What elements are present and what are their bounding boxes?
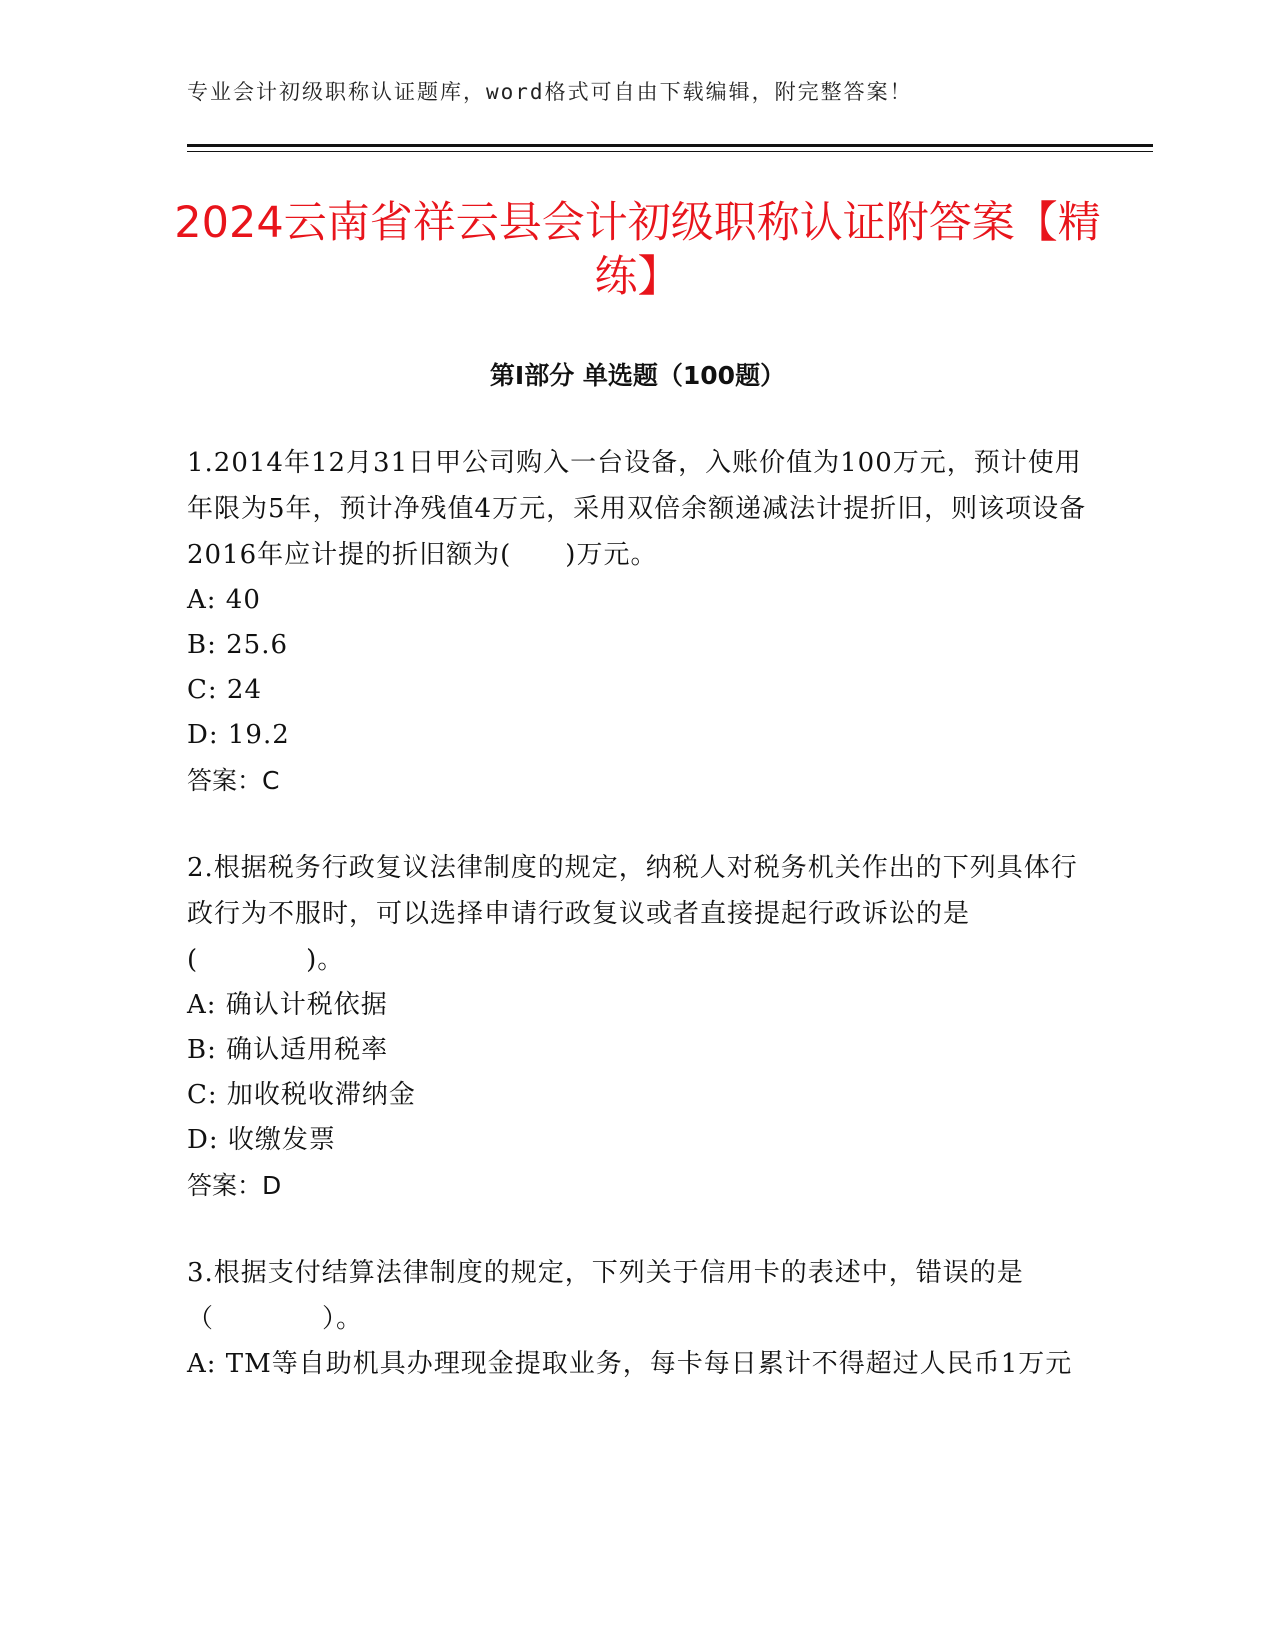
option-b: B: 确认适用税率 [187, 1035, 389, 1065]
section-heading: 第Ⅰ部分 单选题（100题） [489, 361, 786, 390]
option-c: C: 加收税收滞纳金 [187, 1080, 416, 1110]
header-note: 专业会计初级职称认证题库，word格式可自由下载编辑，附完整答案！ [187, 80, 913, 104]
question-2 [187, 845, 1092, 1209]
document-title: 2024云南省祥云县会计初级职称认证附答案【精练】 [174, 198, 1101, 302]
header-rule-thin [187, 151, 1153, 152]
question-text: 1.2014年12月31日甲公司购入一台设备，入账价值为100万元，预计使用年限为5年，预计净残值4万元，采用双倍余额递减法计提折旧，则该项设备2016年应计提的折旧额为( )万元。 [187, 448, 1087, 570]
question-text: 3.根据支付结算法律制度的规定，下列关于信用卡的表述中，错误的是（ ）。 [187, 1258, 1024, 1334]
option-b: B: 25.6 [187, 630, 289, 660]
header-rule-thick [187, 144, 1153, 147]
option-a: A: 确认计税依据 [187, 990, 388, 1020]
answer: 答案：D [187, 1171, 282, 1200]
option-d: D: 19.2 [187, 720, 290, 750]
question-1 [187, 440, 1092, 804]
option-a: A: TM等自助机具办理现金提取业务，每卡每日累计不得超过人民币1万元 [187, 1349, 1073, 1379]
answer: 答案：C [187, 766, 280, 795]
option-c: C: 24 [187, 675, 263, 705]
question-3 [187, 1250, 1092, 1387]
option-d: D: 收缴发票 [187, 1125, 336, 1155]
question-text: 2.根据税务行政复议法律制度的规定，纳税人对税务机关作出的下列具体行政行为不服时，可以选择申请行政复议或者直接提起行政诉讼的是( )。 [187, 853, 1078, 975]
option-a: A: 40 [187, 585, 261, 615]
